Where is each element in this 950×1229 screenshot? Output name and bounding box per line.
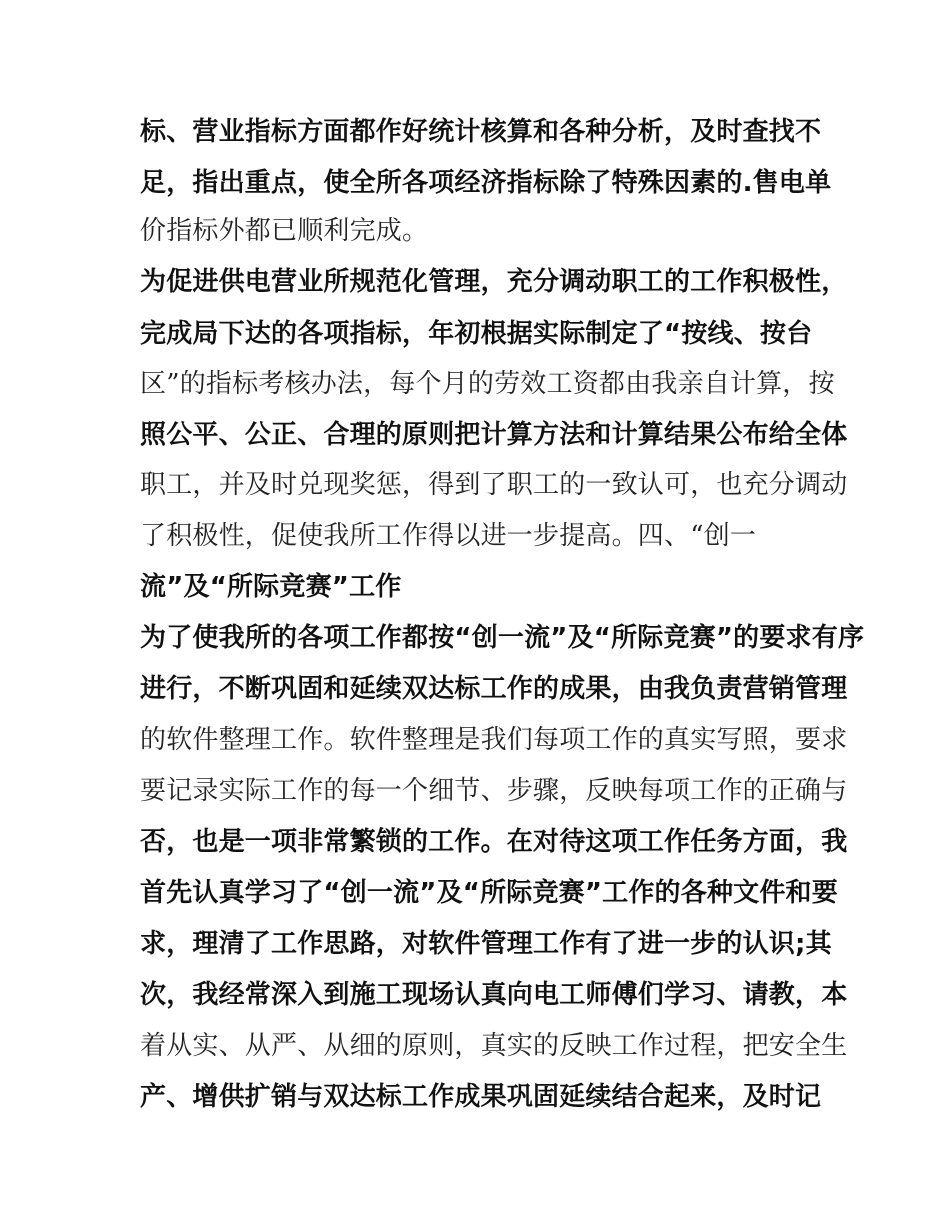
- text-line-1: 标、营业指标方面都作好统计核算和各种分析，及时查找不: [140, 117, 822, 147]
- text-line-20: 产、增供扩销与双达标工作成果巩固延续结合起来，及时记: [140, 1082, 822, 1112]
- text-line-9: 了积极性，促使我所工作得以进一步提高。四、“创一: [140, 521, 757, 551]
- text-line-6: 区”的指标考核办法，每个月的劳效工资都由我亲自计算，按: [140, 369, 835, 399]
- text-line-17: 求，理清了工作思路，对软件管理工作有了进一步的认识;其: [140, 929, 832, 959]
- text-line-16: 首先认真学习了“创一流”及“所际竞赛”工作的各种文件和要: [140, 878, 838, 908]
- text-line-18: 次，我经常深入到施工现场认真向电工师傅们学习、请教，本: [140, 980, 848, 1010]
- text-line-7: 照公平、公正、合理的原则把计算方法和计算结果公布给全体: [140, 420, 848, 450]
- text-line-11: 为了使我所的各项工作都按“创一流”及“所际竞赛”的要求有序: [140, 623, 865, 653]
- text-line-14: 要记录实际工作的每一个细节、步骤，反映每项工作的正确与: [140, 776, 848, 806]
- text-line-4: 为促进供电营业所规范化管理，充分调动职工的工作积极性，: [140, 267, 848, 297]
- text-line-3: 价指标外都已顺利完成。: [140, 216, 429, 246]
- text-line-13: 的软件整理工作。软件整理是我们每项工作的真实写照，要求: [140, 725, 848, 755]
- text-line-2: 足，指出重点，使全所各项经济指标除了特殊因素的.售电单: [140, 168, 832, 198]
- text-line-15: 否，也是一项非常繁锁的工作。在对待这项工作任务方面，我: [140, 827, 848, 857]
- text-line-10: 流”及“所际竞赛”工作: [140, 572, 402, 602]
- text-line-19: 着从实、从严、从细的原则，真实的反映工作过程，把安全生: [140, 1031, 848, 1061]
- text-line-5: 完成局下达的各项指标，年初根据实际制定了“按线、按台: [140, 319, 813, 349]
- text-line-12: 进行，不断巩固和延续双达标工作的成果，由我负责营销管理: [140, 674, 848, 704]
- text-line-8: 职工，并及时兑现奖惩，得到了职工的一致认可，也充分调动: [140, 470, 848, 500]
